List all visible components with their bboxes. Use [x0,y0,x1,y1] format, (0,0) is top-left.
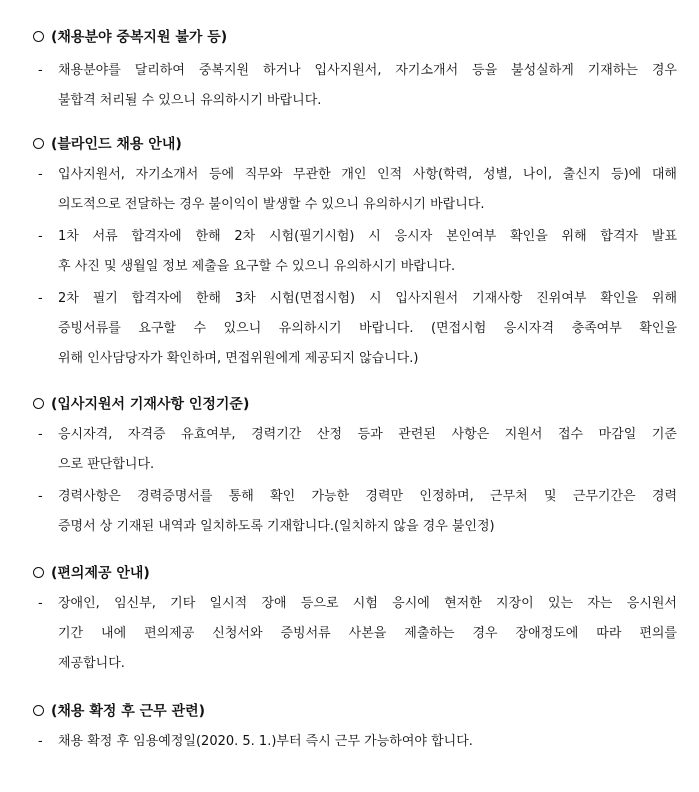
item-line: 경력사항은 경력증명서를 통해 확인 가능한 경력만 인정하며, 근무처 및 근무기간은 경력 [58,489,677,504]
item-line: 입사지원서, 자기소개서 등에 직무와 무관한 개인 인적 사항(학력, 성별, 나이, 출신지 등)에 대해 [58,167,677,182]
dash-bullet-icon: - [38,63,43,78]
item-line: 2차 필기 합격자에 한해 3차 시험(면접시험) 시 입사지원서 기재사항 진위여부 확인을 위해 [58,291,677,306]
circle-bullet-icon [33,705,44,716]
dash-bullet-icon: - [38,734,43,749]
circle-bullet-icon [33,567,44,578]
bullet-item [38,222,677,282]
item-line: 후 사진 및 생월일 정보 제출을 요구할 수 있으니 유의하시기 바랍니다. [58,259,456,274]
item-line: 불합격 처리될 수 있으니 유의하시기 바랍니다. [58,93,322,108]
dash-bullet-icon: - [38,489,43,504]
circle-bullet-icon [33,31,44,42]
item-line: 채용 확정 후 임용예정일(2020. 5. 1.)부터 즉시 근무 가능하여야 합니다. [58,734,473,749]
section-heading-post-hiring [33,696,205,726]
item-line: 채용분야를 달리하여 중복지원 하거나 입사지원서, 자기소개서 등을 불성실하게 기재하는 경우 [58,63,677,78]
item-line: 위해 인사담당자가 확인하며, 면접위원에게 제공되지 않습니다.) [58,351,419,366]
section-heading-accommodation [33,558,150,588]
section-title: (채용분야 중복지원 불가 등) [51,29,228,46]
section-title: (편의제공 안내) [51,565,150,582]
section-heading-application-criteria [33,389,249,419]
bullet-item [38,160,677,220]
section-heading-duplicate-application [33,22,227,52]
item-line: 제공합니다. [58,656,125,671]
bullet-item [38,482,677,542]
item-line: 기간 내에 편의제공 신청서와 증빙서류 사본을 제출하는 경우 장애정도에 따라 편의를 [58,626,677,641]
item-line: 장애인, 임신부, 기타 일시적 장애 등으로 시험 응시에 현저한 지장이 있는 자는 응시원서 [58,596,677,611]
bullet-item [38,589,677,679]
item-line: 으로 판단합니다. [58,457,155,472]
dash-bullet-icon: - [38,167,43,182]
section-title: (채용 확정 후 근무 관련) [51,703,206,720]
section-title: (입사지원서 기재사항 인정기준) [51,396,250,413]
circle-bullet-icon [33,138,44,149]
bullet-item [38,420,677,480]
bullet-item [38,284,677,374]
item-line: 증명서 상 기재된 내역과 일치하도록 기재합니다.(일치하지 않을 경우 불인정) [58,519,495,534]
item-line: 의도적으로 전달하는 경우 불이익이 발생할 수 있으니 유의하시기 바랍니다. [58,197,485,212]
dash-bullet-icon: - [38,291,43,306]
bullet-item [38,56,677,116]
dash-bullet-icon: - [38,427,43,442]
circle-bullet-icon [33,398,44,409]
item-line: 증빙서류를 요구할 수 있으니 유의하시기 바랍니다. (면접시험 응시자격 충족여부 확인을 [58,321,677,336]
section-heading-blind-hiring [33,129,182,159]
dash-bullet-icon: - [38,229,43,244]
item-line: 1차 서류 합격자에 한해 2차 시험(필기시험) 시 응시자 본인여부 확인을 위해 합격자 발표 [58,229,677,244]
item-line: 응시자격, 자격증 유효여부, 경력기간 산정 등과 관련된 사항은 지원서 접수 마감일 기준 [58,427,677,442]
bullet-item [38,727,677,757]
dash-bullet-icon: - [38,596,43,611]
section-title: (블라인드 채용 안내) [51,136,182,153]
